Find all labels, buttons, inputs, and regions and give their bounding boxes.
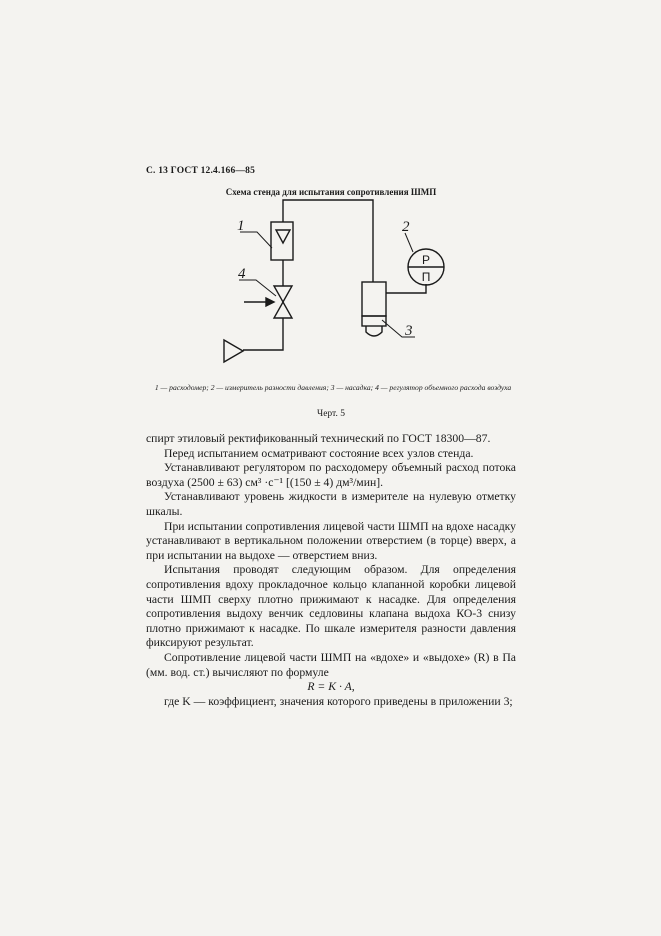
nozzle-body <box>362 282 386 316</box>
label-regulator: 4 <box>238 266 246 282</box>
flowmeter-float <box>276 230 290 243</box>
regulator-valve-upper <box>274 286 292 302</box>
paragraph-5: При испытании сопротивления лицевой части ШМП на вдохе насадку устанавливают в вертикальном положении отверстием (в торце) вверх, а при испытании на выдохе — отверстием вниз. <box>146 519 516 562</box>
label-flowmeter: 1 <box>237 218 245 234</box>
paragraph-6: Испытания проводят следующим образом. Для определения сопротивления вдоху прокладочное кольцо клапанной коробки лицевой части ШМП сверху плотно прижимают к насадке. Для определения сопротивления выдоху венчик седловины клапана выдоха КО-3 снизу плотно прижимают к насадке. По шкале измерителя разности давления фиксируют результат. <box>146 563 516 650</box>
air-inlet <box>224 340 243 362</box>
page-header: С. 13 ГОСТ 12.4.166—85 <box>146 166 256 176</box>
label-meter: 2 <box>402 219 410 235</box>
paragraph-1: спирт этиловый ректификованный технический по ГОСТ 18300—87. <box>146 432 491 445</box>
meter-label-p: П <box>421 270 431 284</box>
body-text <box>146 432 516 709</box>
paragraph-2: Перед испытанием осматривают состояние всех узлов стенда. <box>164 446 474 460</box>
formula: R = K · A, <box>307 680 355 694</box>
leader-4 <box>239 280 276 296</box>
regulator-arrow-head <box>266 298 274 306</box>
meter-label-r: Р <box>421 253 431 267</box>
leader-1 <box>240 232 272 248</box>
label-nozzle: 3 <box>405 323 413 339</box>
figure-caption: 1 — расходомер; 2 — измеритель разности давления; 3 — насадка; 4 — регулятор объемного расхода воздуха <box>154 383 512 392</box>
pipe-meter <box>386 284 426 293</box>
nozzle-tip <box>366 326 382 336</box>
pipe-top <box>283 200 373 282</box>
figure-label: Черт. 5 <box>317 409 345 419</box>
paragraph-4: Устанавливают уровень жидкости в измерителе на нулевую отметку шкалы. <box>146 490 516 518</box>
nozzle-collar <box>362 316 386 326</box>
regulator-valve-lower <box>274 302 292 318</box>
figure-title: Схема стенда для испытания сопротивления ШМП <box>225 187 437 197</box>
pipe-inlet <box>243 318 283 350</box>
test-stand-diagram <box>0 0 661 400</box>
paragraph-7: Сопротивление лицевой части ШМП на «вдохе» и «выдохе» (R) в Па (мм. вод. ст.) вычисляют по формуле <box>146 650 516 679</box>
paragraph-8: где K — коэффициент, значения которого приведены в приложении 3; <box>164 694 513 708</box>
paragraph-3: Устанавливают регулятором по расходомеру объемный расход потока воздуха (2500 ± 63) см³ ·с⁻¹ [(150 ± 4) дм³/мин]. <box>146 461 516 489</box>
leader-2 <box>405 233 413 252</box>
